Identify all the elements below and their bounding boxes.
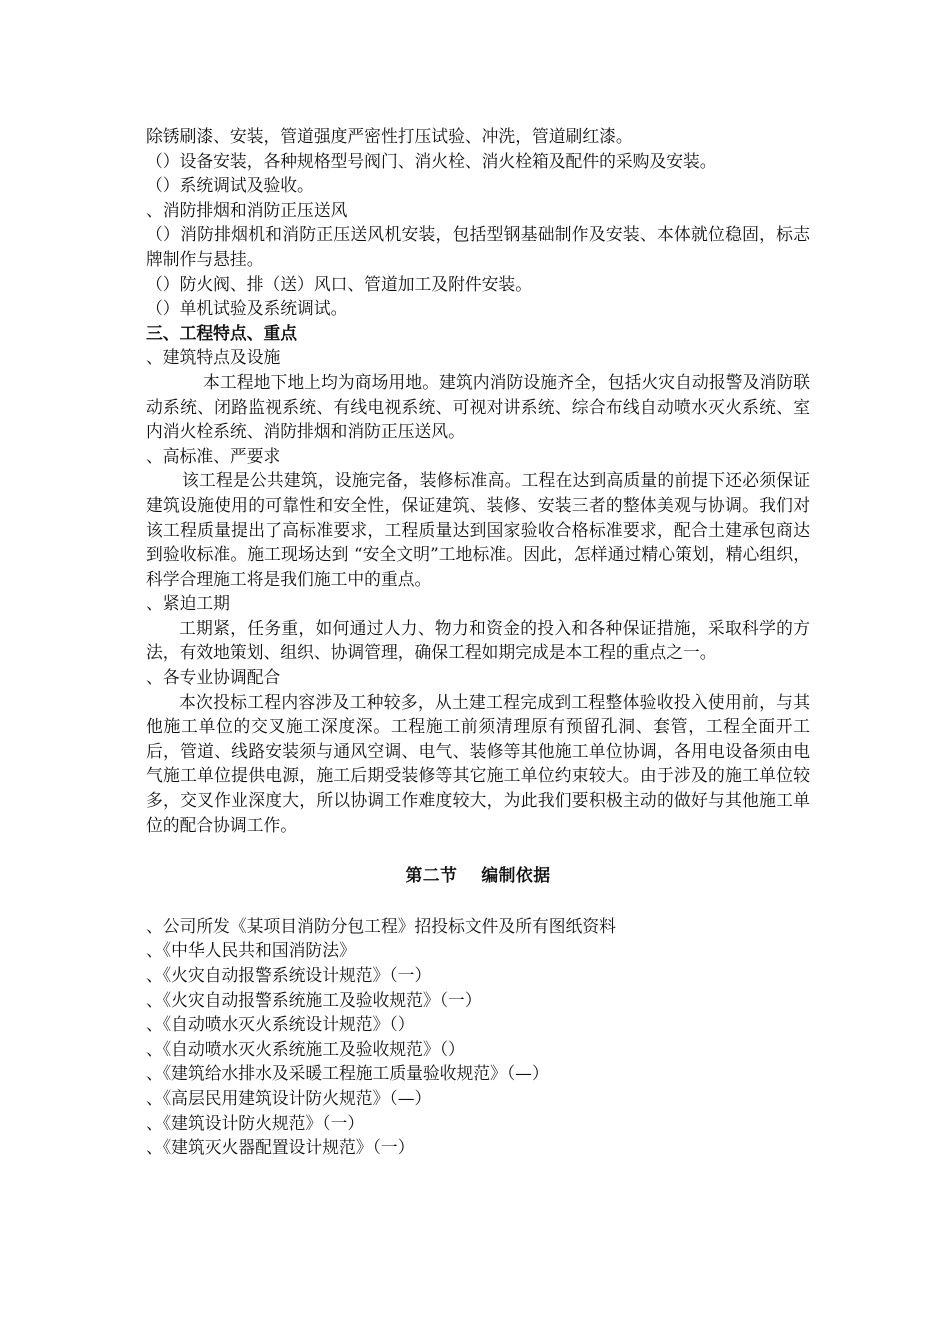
document-page [146, 124, 810, 1160]
basis-item: 、《建筑设计防火规范》（一） [146, 1112, 365, 1133]
subheading: 、高标准、严要求 [146, 445, 281, 466]
basis-item: 、公司所发《某项目消防分包工程》招投标文件及所有图纸资料 [146, 915, 616, 936]
subheading: 、各专业协调配合 [146, 667, 281, 688]
basis-item: 、《火灾自动报警系统设计规范》（一） [146, 965, 432, 985]
text-line: 除锈刷漆、安装，管道强度严密性打压试验、冲洗，管道刷红漆。 [146, 126, 633, 146]
basis-item: 、《高层民用建筑设计防火规范》（—） [146, 1087, 432, 1108]
paragraph-high-standard: 该工程是公共建筑，设施完备，装修标准高。工程在达到高质量的前提下还必须保证建筑设施使用的可靠性和安全性，保证建筑、装修、安装三者的整体美观与协调。我们对该工程质量提出了高标准要求，工程质量达到国家验收合格标准要求，配合土建承包商达到验收标准。施工现场达到 “安全文明”工地标准。因此，怎样通过精心策划，精心组织，科学合理施工将是我们施工中的重点。 [146, 470, 810, 589]
text-line: （）单机试验及系统调试。 [146, 298, 348, 319]
section-number: 第二节 [405, 865, 458, 886]
subheading: 、紧迫工期 [146, 593, 230, 614]
section-title [146, 863, 810, 888]
basis-item: 、《火灾自动报警系统施工及验收规范》（一） [146, 989, 482, 1010]
paragraph-schedule: 工期紧，任务重，如何通过人力、物力和资金的投入和各种保证措施，采取科学的方法，有效地策划、组织、协调管理，确保工程如期完成是本工程的重点之一。 [146, 617, 810, 663]
text-line: （）系统调试及验收。 [146, 175, 314, 196]
basis-item: 、《自动喷水灭火系统设计规范》（） [146, 1014, 415, 1035]
section-heading: 三、工程特点、重点 [146, 322, 298, 343]
basis-item: 、《建筑灭火器配置设计规范》（一） [146, 1137, 415, 1158]
paragraph-coordination: 本次投标工程内容涉及工种较多，从土建工程完成到工程整体验收投入使用前，与其他施工单位的交叉施工深度深。工程施工前须清理原有预留孔洞、套管，工程全面开工后，管道、线路安装须与通风空调、电气、装修等其他施工单位协调，各用电设备须由电气施工单位提供电源，施工后期受装修等其它施工单位约束较大。由于涉及的施工单位较多，交叉作业深度大，所以协调工作难度较大，为此我们要积极主动的做好与其他施工单位的配合协调工作。 [146, 691, 810, 835]
basis-item: 、《自动喷水灭火系统施工及验收规范》（） [146, 1038, 465, 1059]
paragraph-building-features: 本工程地下地上均为商场用地。建筑内消防设施齐全，包括火灾自动报警及消防联动系统、闭路监视系统、有线电视系统、可视对讲系统、综合布线自动喷水灭火系统、室内消火栓系统、消防排烟和消防正压送风。 [146, 371, 810, 442]
subheading: 、建筑特点及设施 [146, 347, 281, 368]
basis-item: 、《建筑给水排水及采暖工程施工质量验收规范》（—） [146, 1063, 549, 1084]
paragraph-smoke-exhaust: （）消防排烟机和消防正压送风机安装，包括型钢基础制作及安装、本体就位稳固，标志牌制作与悬挂。 [146, 224, 810, 269]
text-line: （）防火阀、排（送）风口、管道加工及附件安装。 [146, 273, 532, 294]
section-name: 编制依据 [481, 865, 551, 886]
basis-item: 、《中华人民共和国消防法》 [146, 940, 356, 961]
subheading: 、消防排烟和消防正压送风 [146, 199, 348, 220]
text-line: （）设备安装，各种规格型号阀门、消火栓、消火栓箱及配件的采购及安装。 [146, 150, 717, 171]
